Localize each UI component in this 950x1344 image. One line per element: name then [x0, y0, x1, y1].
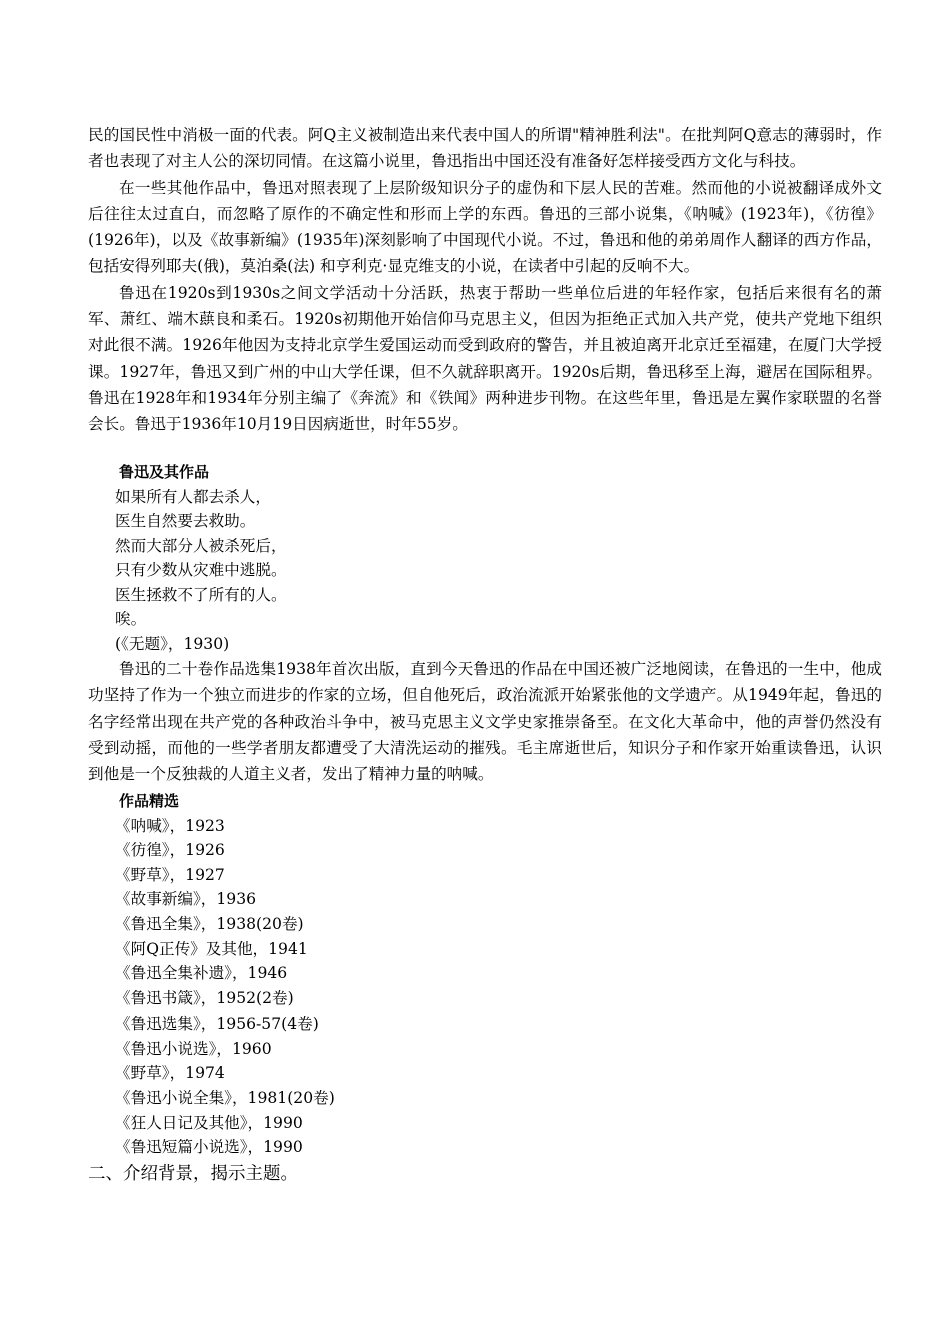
poem-line: 医生拯救不了所有的人。 — [115, 585, 287, 604]
works-item: 《故事新编》，1936 — [115, 890, 257, 909]
works-item: 《鲁迅书箴》，1952(2卷) — [115, 988, 294, 1007]
heading-luxun-works: 鲁迅及其作品 — [119, 462, 210, 481]
paragraph-1: 民的国民性中消极一面的代表。阿Q主义被制造出来代表中国人的所谓"精神胜利法"。在批判阿Q意志的薄弱时，作者也表现了对主人公的深切同情。在这篇小说里，鲁迅指出中国还没有准备好怎样接受西方文化与科技。 — [88, 126, 882, 171]
works-item: 《鲁迅选集》，1956-57(4卷) — [115, 1015, 319, 1034]
works-item: 《呐喊》，1923 — [115, 816, 225, 835]
section-heading: 二、介绍背景，揭示主题。 — [88, 1163, 298, 1184]
works-item: 《鲁迅全集补遗》，1946 — [115, 964, 288, 983]
works-item: 《鲁迅短篇小说选》，1990 — [115, 1138, 303, 1157]
works-list — [115, 814, 882, 1160]
works-item: 《彷徨》，1926 — [115, 841, 225, 860]
poem-source: (《无题》，1930) — [115, 634, 230, 653]
poem-line: 然而大部分人被杀死后， — [115, 536, 287, 555]
poem-line: 唉。 — [115, 610, 147, 629]
works-item: 《野草》，1927 — [115, 865, 225, 884]
poem-line: 只有少数从灾难中逃脱。 — [115, 561, 287, 580]
paragraph-4: 鲁迅的二十卷作品选集1938年首次出版，直到今天鲁迅的作品在中国还被广泛地阅读，在鲁迅的一生中，他成功坚持了作为一个独立而进步的作家的立场，但自他死后，政治流派开始紧张他的文学遗产。从1949年起，鲁迅的名字经常出现在共产党的各种政治斗争中，被马克思主义文学史家推崇备至。在文化大革命中，他的声誉仍然没有受到动摇，而他的一些学者朋友都遭受了大清洗运动的摧残。毛主席逝世后，知识分子和作家开始重读鲁迅，认识到他是一个反独裁的人道主义者，发出了精神力量的呐喊。 — [88, 660, 882, 784]
document-page — [88, 122, 882, 1188]
poem-line: 医生自然要去救助。 — [115, 512, 256, 531]
works-item: 《阿Q正传》及其他，1941 — [115, 939, 308, 958]
paragraph-2: 在一些其他作品中，鲁迅对照表现了上层阶级知识分子的虚伪和下层人民的苦难。然而他的小说被翻译成外文后往往太过直白，而忽略了原作的不确定性和形而上学的东西。鲁迅的三部小说集，《呐喊》(1923年)，《彷徨》(1926年)，以及《故事新编》(1935年)深刻影响了中国现代小说。不过，鲁迅和他的弟弟周作人翻译的西方作品，包括安得列耶夫(俄)，莫泊桑(法) 和亨利克·显克维支的小说，在读者中引起的反响不大。 — [88, 178, 882, 276]
paragraph-3: 鲁迅在1920s到1930s之间文学活动十分活跃，热衷于帮助一些单位后进的年轻作家，包括后来很有名的萧军、萧红、端木蕻良和柔石。1920s初期他开始信仰马克思主义，但因为拒绝正式加入共产党，使共产党地下组织对此很不满。1926年他因为支持北京学生爱国运动而受到政府的警告，并且被迫离开北京迁至福建，在厦门大学授课。1927年，鲁迅又到广州的中山大学任课，但不久就辞职离开。1920s后期，鲁迅移至上海，避居在国际租界。鲁迅在1928年和1934年分别主编了《奔流》和《铁闻》两种进步刊物。在这些年里，鲁迅是左翼作家联盟的名誉会长。鲁迅于1936年10月19日因病逝世，时年55岁。 — [88, 283, 882, 434]
works-item: 《鲁迅小说选》，1960 — [115, 1039, 272, 1058]
heading-selected-works: 作品精选 — [119, 791, 180, 810]
poem-line: 如果所有人都去杀人， — [115, 487, 271, 506]
works-item: 《鲁迅全集》，1938(20卷) — [115, 914, 304, 933]
works-item: 《鲁迅小说全集》，1981(20卷) — [115, 1089, 335, 1108]
works-item: 《狂人日记及其他》，1990 — [115, 1113, 303, 1132]
poem — [115, 485, 882, 657]
works-item: 《野草》，1974 — [115, 1064, 225, 1083]
